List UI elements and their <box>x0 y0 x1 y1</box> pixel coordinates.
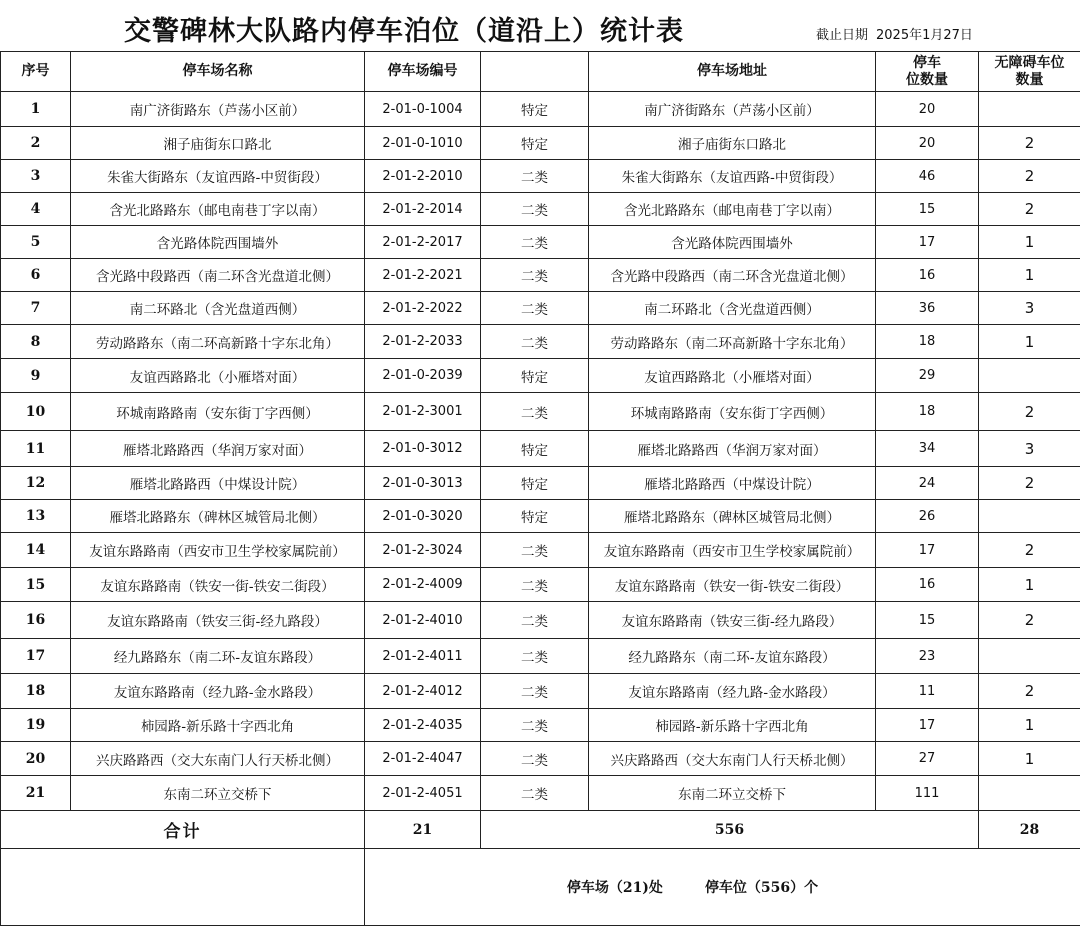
table-row <box>1 776 1080 811</box>
row-accessible <box>979 776 1080 811</box>
table-row <box>1 259 1080 292</box>
header-capacity <box>876 52 979 92</box>
row-capacity: 26 <box>876 500 979 533</box>
row-accessible: 2 <box>979 467 1080 500</box>
row-name: 朱雀大街路东（友谊西路-中贸街段） <box>71 160 365 193</box>
row-code: 2-01-2-4047 <box>365 742 481 776</box>
table-row <box>1 193 1080 226</box>
row-capacity: 20 <box>876 127 979 160</box>
row-index: 12 <box>1 467 71 500</box>
row-accessible: 1 <box>979 259 1080 292</box>
row-name: 柿园路-新乐路十字西北角 <box>71 709 365 742</box>
row-index: 6 <box>1 259 71 292</box>
row-category: 二类 <box>481 193 589 226</box>
row-name: 经九路路东（南二环-友谊东路段） <box>71 639 365 674</box>
table-row <box>1 92 1080 127</box>
row-index: 5 <box>1 226 71 259</box>
table-row <box>1 602 1080 639</box>
row-category: 二类 <box>481 639 589 674</box>
total-spaces: 556 <box>481 811 979 849</box>
row-address: 柿园路-新乐路十字西北角 <box>589 709 876 742</box>
row-index: 3 <box>1 160 71 193</box>
header-accessible-line2: 数量 <box>1015 71 1044 88</box>
row-address: 友谊东路路南（铁安三街-经九路段） <box>589 602 876 639</box>
row-capacity: 17 <box>876 709 979 742</box>
table-row <box>1 500 1080 533</box>
row-category: 二类 <box>481 533 589 568</box>
header-address: 停车场地址 <box>589 52 876 92</box>
row-index: 18 <box>1 674 71 709</box>
row-address: 雁塔北路路西（中煤设计院） <box>589 467 876 500</box>
row-code: 2-01-2-4051 <box>365 776 481 811</box>
row-code: 2-01-2-2021 <box>365 259 481 292</box>
row-name: 兴庆路路西（交大东南门人行天桥北侧） <box>71 742 365 776</box>
row-code: 2-01-0-3012 <box>365 431 481 467</box>
header-row <box>1 52 1080 92</box>
row-code: 2-01-0-3020 <box>365 500 481 533</box>
row-category: 二类 <box>481 160 589 193</box>
row-index: 14 <box>1 533 71 568</box>
row-name: 环城南路路南（安东街丁字西侧） <box>71 393 365 431</box>
table-row <box>1 393 1080 431</box>
row-capacity: 29 <box>876 359 979 393</box>
row-code: 2-01-0-1004 <box>365 92 481 127</box>
row-capacity: 20 <box>876 92 979 127</box>
row-address: 友谊东路路南（铁安一街-铁安二街段） <box>589 568 876 602</box>
row-name: 雁塔北路路西（中煤设计院） <box>71 467 365 500</box>
row-capacity: 18 <box>876 325 979 359</box>
row-category: 二类 <box>481 674 589 709</box>
row-accessible: 3 <box>979 292 1080 325</box>
total-accessible: 28 <box>979 811 1080 849</box>
header-name: 停车场名称 <box>71 52 365 92</box>
summary-blank-cell <box>1 849 365 926</box>
row-name: 雁塔北路路西（华润万家对面） <box>71 431 365 467</box>
row-accessible: 2 <box>979 674 1080 709</box>
row-name: 友谊东路路南（西安市卫生学校家属院前） <box>71 533 365 568</box>
page-title: 交警碑林大队路内停车泊位（道沿上）统计表 <box>124 16 684 47</box>
row-index: 15 <box>1 568 71 602</box>
row-name: 友谊东路路南（铁安一街-铁安二街段） <box>71 568 365 602</box>
row-category: 二类 <box>481 226 589 259</box>
row-accessible: 2 <box>979 160 1080 193</box>
row-accessible: 2 <box>979 127 1080 160</box>
row-address: 友谊西路路北（小雁塔对面） <box>589 359 876 393</box>
row-code: 2-01-2-4011 <box>365 639 481 674</box>
row-name: 湘子庙街东口路北 <box>71 127 365 160</box>
table-body <box>1 92 1080 811</box>
row-accessible <box>979 92 1080 127</box>
row-name: 含光路体院西围墙外 <box>71 226 365 259</box>
row-address: 朱雀大街路东（友谊西路-中贸街段） <box>589 160 876 193</box>
row-name: 友谊西路路北（小雁塔对面） <box>71 359 365 393</box>
row-name: 友谊东路路南（经九路-金水路段） <box>71 674 365 709</box>
header-code: 停车场编号 <box>365 52 481 92</box>
row-category: 二类 <box>481 709 589 742</box>
row-index: 21 <box>1 776 71 811</box>
row-accessible <box>979 500 1080 533</box>
header-index: 序号 <box>1 52 71 92</box>
header-accessible <box>979 52 1080 92</box>
row-accessible <box>979 639 1080 674</box>
row-accessible: 1 <box>979 325 1080 359</box>
summary-cell <box>365 849 1080 926</box>
row-index: 16 <box>1 602 71 639</box>
row-address: 南广济街路东（芦荡小区前） <box>589 92 876 127</box>
row-code: 2-01-0-2039 <box>365 359 481 393</box>
row-accessible: 2 <box>979 193 1080 226</box>
table-row <box>1 568 1080 602</box>
row-name: 含光路中段路西（南二环含光盘道北侧） <box>71 259 365 292</box>
row-index: 20 <box>1 742 71 776</box>
row-accessible: 2 <box>979 533 1080 568</box>
row-capacity: 111 <box>876 776 979 811</box>
row-index: 13 <box>1 500 71 533</box>
row-category: 特定 <box>481 467 589 500</box>
row-accessible: 1 <box>979 742 1080 776</box>
row-index: 17 <box>1 639 71 674</box>
row-capacity: 34 <box>876 431 979 467</box>
header-accessible-line1: 无障碍车位 <box>994 54 1065 71</box>
row-code: 2-01-2-4035 <box>365 709 481 742</box>
row-category: 二类 <box>481 393 589 431</box>
row-index: 9 <box>1 359 71 393</box>
table-row <box>1 160 1080 193</box>
row-name: 雁塔北路路东（碑林区城管局北侧） <box>71 500 365 533</box>
row-address: 含光路中段路西（南二环含光盘道北侧） <box>589 259 876 292</box>
row-capacity: 17 <box>876 533 979 568</box>
row-capacity: 24 <box>876 467 979 500</box>
row-accessible: 3 <box>979 431 1080 467</box>
row-accessible <box>979 359 1080 393</box>
row-capacity: 36 <box>876 292 979 325</box>
row-code: 2-01-2-2017 <box>365 226 481 259</box>
header-category <box>481 52 589 92</box>
row-capacity: 16 <box>876 568 979 602</box>
row-name: 劳动路路东（南二环高新路十字东北角） <box>71 325 365 359</box>
row-code: 2-01-2-2010 <box>365 160 481 193</box>
row-category: 二类 <box>481 325 589 359</box>
row-index: 19 <box>1 709 71 742</box>
parking-table <box>0 51 1080 926</box>
row-name: 含光北路路东（邮电南巷丁字以南） <box>71 193 365 226</box>
summary-lots: 停车场（21)处 <box>566 880 663 896</box>
row-accessible: 1 <box>979 226 1080 259</box>
row-address: 经九路路东（南二环-友谊东路段） <box>589 639 876 674</box>
table-row <box>1 359 1080 393</box>
row-index: 7 <box>1 292 71 325</box>
row-code: 2-01-2-3024 <box>365 533 481 568</box>
row-address: 环城南路路南（安东街丁字西侧） <box>589 393 876 431</box>
row-code: 2-01-2-4009 <box>365 568 481 602</box>
row-capacity: 17 <box>876 226 979 259</box>
table-row <box>1 431 1080 467</box>
summary-text <box>567 877 818 897</box>
row-capacity: 16 <box>876 259 979 292</box>
row-address: 含光北路路东（邮电南巷丁字以南） <box>589 193 876 226</box>
table-row <box>1 467 1080 500</box>
row-accessible: 2 <box>979 393 1080 431</box>
row-code: 2-01-2-2033 <box>365 325 481 359</box>
cutoff-date: 2025年1月27日 <box>876 28 973 43</box>
row-category: 特定 <box>481 500 589 533</box>
table-row <box>1 292 1080 325</box>
row-category: 二类 <box>481 742 589 776</box>
row-name: 东南二环立交桥下 <box>71 776 365 811</box>
row-capacity: 46 <box>876 160 979 193</box>
row-category: 二类 <box>481 776 589 811</box>
row-name: 南二环路北（含光盘道西侧） <box>71 292 365 325</box>
row-category: 特定 <box>481 92 589 127</box>
table-row <box>1 674 1080 709</box>
row-address: 湘子庙街东口路北 <box>589 127 876 160</box>
row-index: 4 <box>1 193 71 226</box>
row-address: 雁塔北路路西（华润万家对面） <box>589 431 876 467</box>
row-address: 雁塔北路路东（碑林区城管局北侧） <box>589 500 876 533</box>
header-capacity-line1: 停车 <box>913 54 941 71</box>
row-index: 2 <box>1 127 71 160</box>
total-label: 合计 <box>1 811 365 849</box>
row-category: 二类 <box>481 602 589 639</box>
row-category: 二类 <box>481 568 589 602</box>
row-address: 友谊东路路南（经九路-金水路段） <box>589 674 876 709</box>
row-category: 特定 <box>481 431 589 467</box>
total-row <box>1 811 1080 849</box>
row-index: 10 <box>1 393 71 431</box>
row-accessible: 1 <box>979 568 1080 602</box>
row-capacity: 23 <box>876 639 979 674</box>
table-row <box>1 709 1080 742</box>
row-code: 2-01-2-3001 <box>365 393 481 431</box>
row-index: 11 <box>1 431 71 467</box>
row-name: 南广济街路东（芦荡小区前） <box>71 92 365 127</box>
row-address: 兴庆路路西（交大东南门人行天桥北侧） <box>589 742 876 776</box>
row-code: 2-01-2-2022 <box>365 292 481 325</box>
row-capacity: 15 <box>876 193 979 226</box>
row-capacity: 15 <box>876 602 979 639</box>
row-code: 2-01-0-3013 <box>365 467 481 500</box>
row-address: 友谊东路路南（西安市卫生学校家属院前） <box>589 533 876 568</box>
cutoff-date-line <box>816 24 981 43</box>
row-category: 二类 <box>481 292 589 325</box>
row-category: 特定 <box>481 359 589 393</box>
row-code: 2-01-0-1010 <box>365 127 481 160</box>
table-row <box>1 127 1080 160</box>
total-lots: 21 <box>365 811 481 849</box>
table-row <box>1 533 1080 568</box>
summary-row <box>1 849 1080 926</box>
row-address: 东南二环立交桥下 <box>589 776 876 811</box>
row-address: 南二环路北（含光盘道西侧） <box>589 292 876 325</box>
row-code: 2-01-2-4012 <box>365 674 481 709</box>
table-row <box>1 639 1080 674</box>
row-capacity: 11 <box>876 674 979 709</box>
row-address: 含光路体院西围墙外 <box>589 226 876 259</box>
row-accessible: 2 <box>979 602 1080 639</box>
table-row <box>1 226 1080 259</box>
row-code: 2-01-2-2014 <box>365 193 481 226</box>
row-category: 二类 <box>481 259 589 292</box>
row-capacity: 18 <box>876 393 979 431</box>
row-category: 特定 <box>481 127 589 160</box>
row-index: 8 <box>1 325 71 359</box>
row-code: 2-01-2-4010 <box>365 602 481 639</box>
summary-spaces: 停车位（556）个 <box>704 880 819 896</box>
row-address: 劳动路路东（南二环高新路十字东北角） <box>589 325 876 359</box>
table-row <box>1 742 1080 776</box>
row-accessible: 1 <box>979 709 1080 742</box>
title-bar <box>0 0 1080 52</box>
row-name: 友谊东路路南（铁安三街-经九路段） <box>71 602 365 639</box>
header-capacity-line2: 位数量 <box>906 71 948 88</box>
row-index: 1 <box>1 92 71 127</box>
table-row <box>1 325 1080 359</box>
cutoff-label: 截止日期 <box>816 28 869 43</box>
row-capacity: 27 <box>876 742 979 776</box>
